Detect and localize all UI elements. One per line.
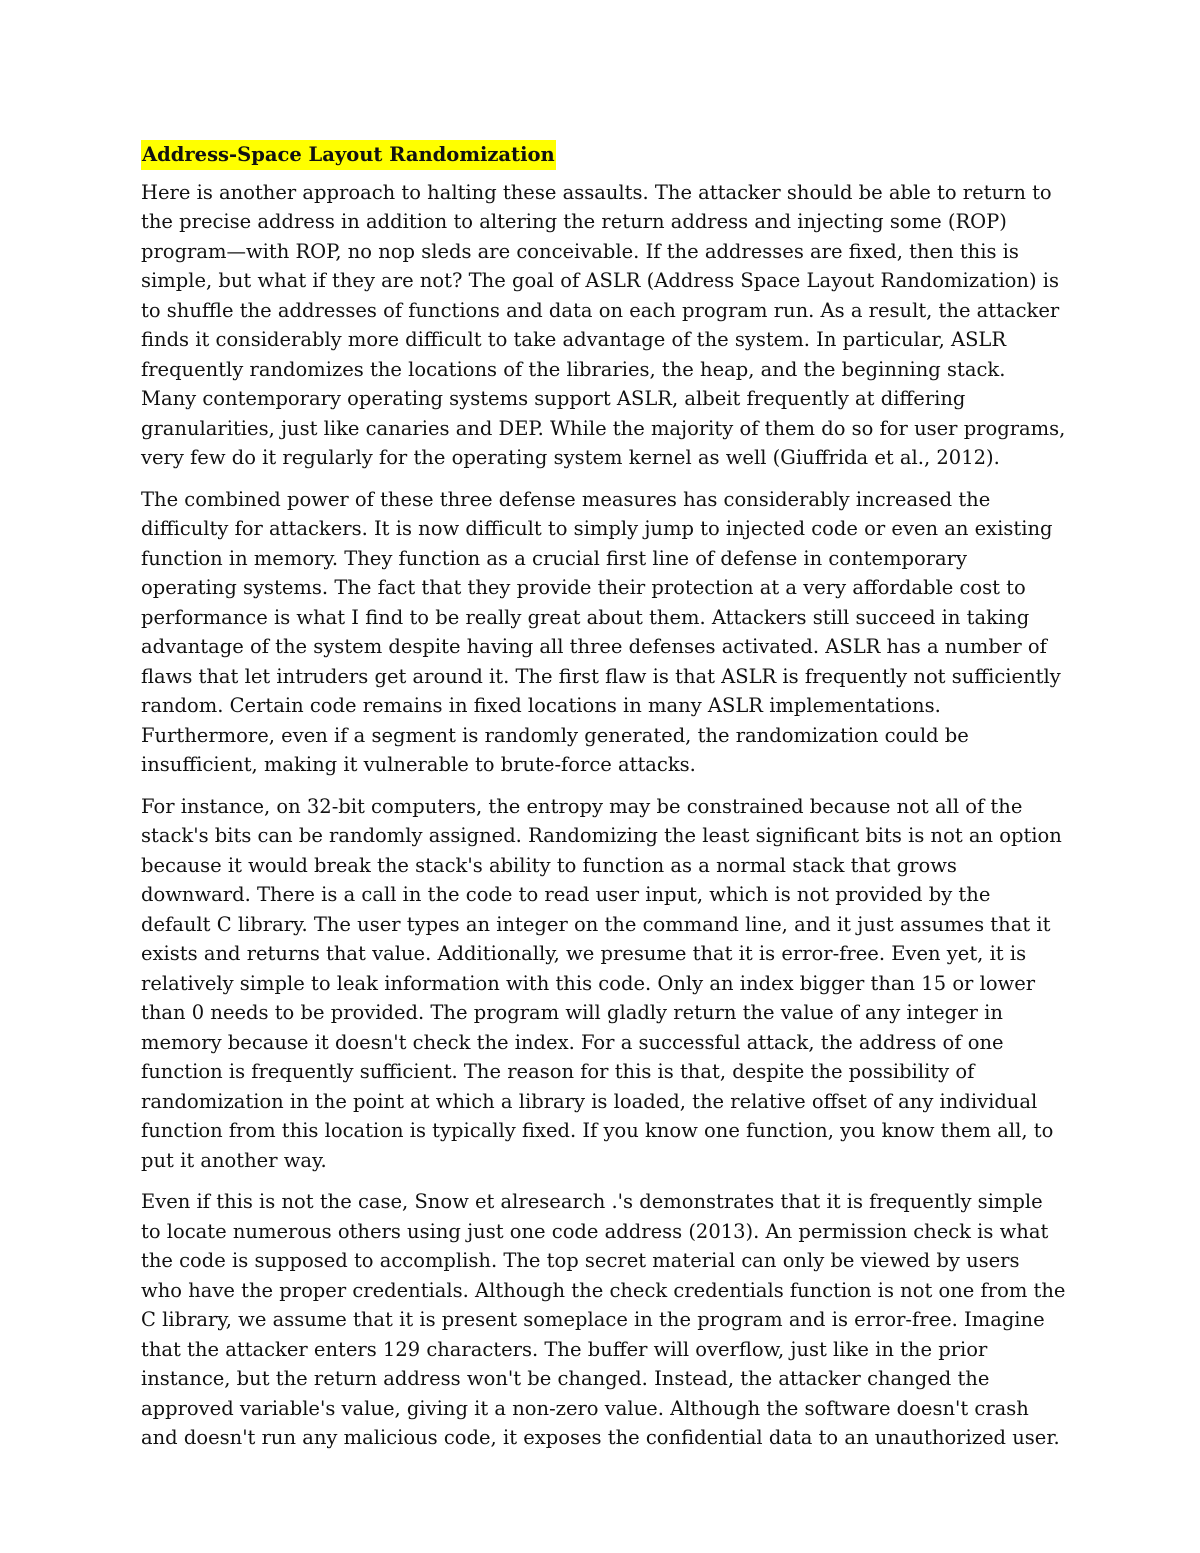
paragraph-4: Even if this is not the case, Snow et alresearch .'s demonstrates that it is frequently simple to locate numerous others using just one code address (2013). An permission check is what the code is supposed to accomplish. The top secret material can only be viewed by users who have the proper credentials. Although the check credentials function is not one from the C library, we assume that it is present someplace in the program and is error-free. Imagine that the attacker enters 129 characters. The buffer will overflow, just like in the prior instance, but the return address won't be changed. Instead, the attacker changed the approved variable's value, giving it a non-zero value. Although the software doesn't crash and doesn't run any malicious code, it exposes the confidential data to an unauthorized user. (141, 1190, 1066, 1449)
document-body (141, 140, 1066, 1465)
paragraph-3: For instance, on 32-bit computers, the entropy may be constrained because not all of the stack's bits can be randomly assigned. Randomizing the least significant bits is not an option because it would break the stack's ability to function as a normal stack that grows downward. There is a call in the code to read user input, which is not provided by the default C library. The user types an integer on the command line, and it just assumes that it exists and returns that value. Additionally, we presume that it is error-free. Even yet, it is relatively simple to leak information with this code. Only an index bigger than 15 or lower than 0 needs to be provided. The program will gladly return the value of any integer in memory because it doesn't check the index. For a successful attack, the address of one function is frequently sufficient. The reason for this is that, despite the possibility of randomization in the point at which a library is loaded, the relative offset of any individual function from this location is typically fixed. If you know one function, you know them all, to put it another way. (141, 794, 1062, 1172)
highlighted-heading: Address-Space Layout Randomization (141, 140, 556, 170)
paragraph-2: The combined power of these three defense measures has considerably increased the difficulty for attackers. It is now difficult to simply jump to injected code or even an existing function in memory. They function as a crucial first line of defense in contemporary operating systems. The fact that they provide their protection at a very affordable cost to performance is what I find to be really great about them. Attackers still succeed in taking advantage of the system despite having all three defenses activated. ASLR has a number of flaws that let intruders get around it. The first flaw is that ASLR is frequently not sufficiently random. Certain code remains in fixed locations in many ASLR implementations. Furthermore, even if a segment is randomly generated, the randomization could be insufficient, making it vulnerable to brute-force attacks. (141, 487, 1061, 776)
paragraph-1: Here is another approach to halting these assaults. The attacker should be able to return to the precise address in addition to altering the return address and injecting some (ROP) program—with ROP, no nop sleds are conceivable. If the addresses are fixed, then this is simple, but what if they are not? The goal of ASLR (Address Space Layout Randomization) is to shuffle the addresses of functions and data on each program run. As a result, the attacker finds it considerably more difficult to take advantage of the system. In particular, ASLR frequently randomizes the locations of the libraries, the heap, and the beginning stack. Many contemporary operating systems support ASLR, albeit frequently at differing granularities, just like canaries and DEP. While the majority of them do so for user programs, very few do it regularly for the operating system kernel as well (Giuffrida et al., 2012). (141, 180, 1066, 469)
